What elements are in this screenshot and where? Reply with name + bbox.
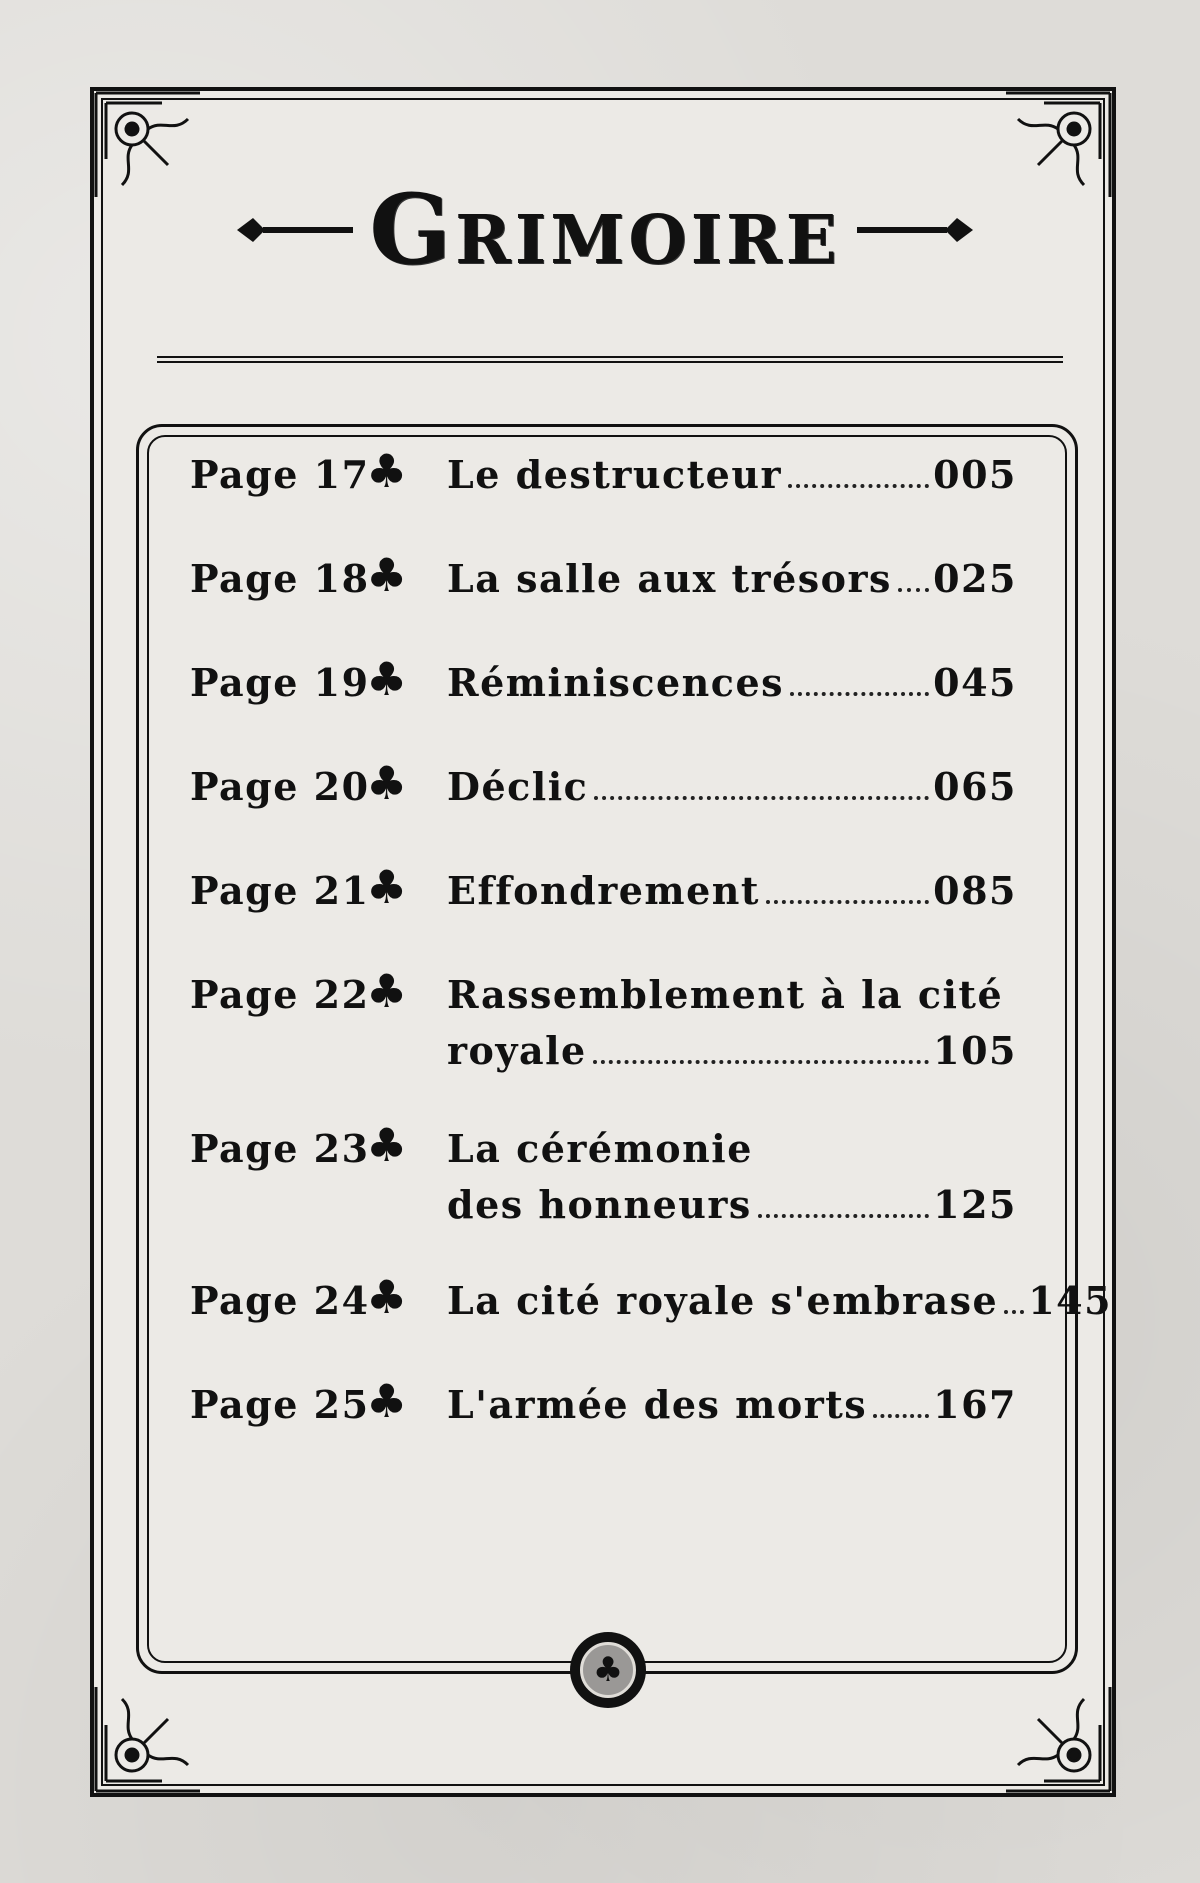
- toc-start-page: 125: [933, 1182, 1017, 1227]
- toc-page-number: Page 18: [190, 556, 370, 601]
- toc-chapter: [447, 972, 1017, 1084]
- clover-icon: ♣: [366, 860, 409, 914]
- clover-icon: ♣: [366, 964, 409, 1018]
- clover-medallion-icon: ♣: [570, 1632, 646, 1708]
- toc-chapter: [447, 1278, 1113, 1334]
- toc-start-page: 005: [933, 452, 1017, 497]
- dot-leader: [873, 1414, 929, 1418]
- toc-chapter-title-line: Rassemblement à la cité: [447, 972, 1004, 1017]
- toc-start-page: 045: [933, 660, 1017, 705]
- toc-chapter-title-line: La cérémonie: [447, 1126, 753, 1171]
- toc-chapter-title: des honneurs: [447, 1182, 752, 1227]
- corner-ornament-icon: [1002, 1683, 1114, 1795]
- toc-chapter: [447, 868, 1017, 924]
- toc-chapter: [447, 1382, 1017, 1438]
- dot-leader: [898, 588, 929, 592]
- toc-chapter-title: royale: [447, 1028, 587, 1073]
- dot-leader: [593, 1060, 929, 1064]
- toc-start-page: 065: [933, 764, 1017, 809]
- toc-start-page: 025: [933, 556, 1017, 601]
- toc-page-number: Page 22: [190, 972, 370, 1017]
- toc-page-number: Page 21: [190, 868, 370, 913]
- clover-icon: ♣: [366, 548, 409, 602]
- toc-chapter: [447, 764, 1017, 820]
- dot-leader: [790, 692, 929, 696]
- toc-chapter: [447, 1126, 1017, 1238]
- dot-leader: [758, 1214, 929, 1218]
- toc-start-page: 145: [1028, 1278, 1113, 1323]
- toc-page-number: Page 24: [190, 1278, 370, 1323]
- title-rule: [157, 356, 1063, 363]
- dot-leader: [594, 796, 929, 800]
- toc-chapter-title: Déclic: [447, 764, 589, 809]
- title-row: [140, 160, 1070, 300]
- dot-leader: [1004, 1310, 1024, 1314]
- clover-icon: ♣: [366, 444, 409, 498]
- corner-ornament-icon: [92, 1683, 204, 1795]
- toc-page-number: Page 23: [190, 1126, 370, 1171]
- clover-icon: ♣: [366, 1374, 409, 1428]
- toc-chapter-title: L'armée des morts: [447, 1382, 868, 1427]
- title-flourish-right-icon: [855, 210, 975, 250]
- title-flourish-left-icon: [235, 210, 355, 250]
- toc-start-page: 167: [933, 1382, 1017, 1427]
- toc-chapter-title: La cité royale s'embrase: [447, 1278, 999, 1323]
- toc-page-number: Page 19: [190, 660, 370, 705]
- toc-chapter-title: Le destructeur: [447, 452, 782, 497]
- toc-page-number: Page 17: [190, 452, 370, 497]
- toc-chapter: [447, 556, 1017, 612]
- toc-start-page: 085: [933, 868, 1017, 913]
- page-title: Grimoire: [369, 173, 841, 286]
- clover-icon: ♣: [366, 652, 409, 706]
- toc-chapter: [447, 660, 1017, 716]
- corner-ornament-icon: [1002, 89, 1114, 201]
- dot-leader: [766, 900, 929, 904]
- toc-chapter-title: Réminiscences: [447, 660, 785, 705]
- toc-page-number: Page 25: [190, 1382, 370, 1427]
- clover-icon: ♣: [366, 1270, 409, 1324]
- clover-icon: ♣: [366, 756, 409, 810]
- toc-chapter-title: Effondrement: [447, 868, 760, 913]
- toc-chapter: [447, 452, 1017, 508]
- dot-leader: [788, 484, 929, 488]
- clover-icon: ♣: [366, 1118, 409, 1172]
- corner-ornament-icon: [92, 89, 204, 201]
- toc-page-number: Page 20: [190, 764, 370, 809]
- toc-chapter-title: La salle aux trésors: [447, 556, 892, 601]
- toc-start-page: 105: [933, 1028, 1017, 1073]
